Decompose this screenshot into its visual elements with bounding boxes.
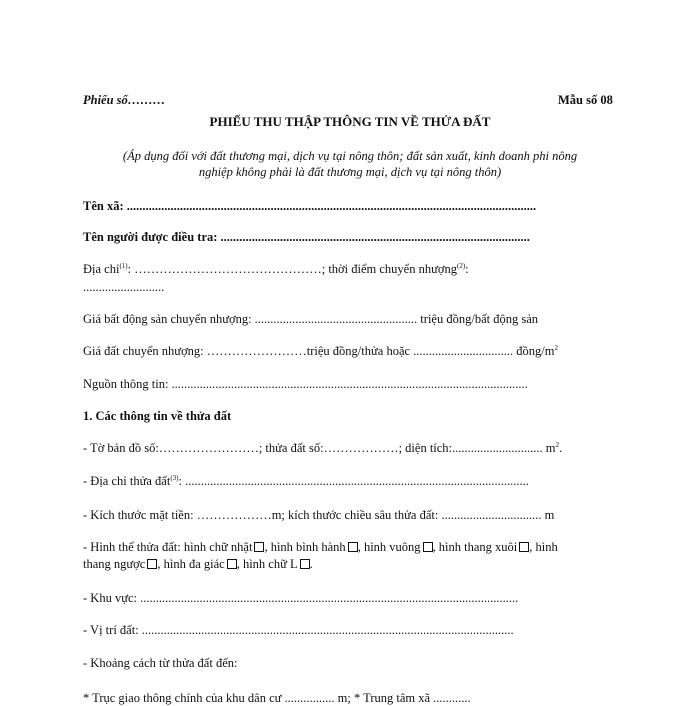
footnote-3: (3)	[170, 474, 179, 482]
footnote-1: (1)	[119, 262, 128, 270]
shape-line-2: thang ngược , hình đa giác , hình chữ L .	[83, 557, 313, 571]
parcel-address-label: - Địa chỉ thửa đất	[83, 474, 171, 488]
square-meter-sup: 2	[554, 344, 558, 352]
section-1-heading: 1. Các thông tin về thửa đất	[83, 409, 232, 423]
shape-inverted-trapezoid-label-end: thang ngược	[83, 557, 146, 571]
address-label: Địa chỉ	[83, 262, 120, 276]
dimensions-field: - Kích thước mặt tiền: ………………m; kích thước chiều sâu thửa đất: ................................ m	[83, 508, 555, 522]
land-price-field	[83, 343, 558, 359]
transfer-time-colon: :	[465, 262, 469, 276]
footnote-2: (2)	[456, 262, 466, 270]
location-field: - Vị trí đất: .......................................................................................................................	[83, 623, 514, 637]
property-price-field: Giá bất động sản chuyển nhượng: .................................................... triệu đồng/bất động sản	[83, 312, 538, 326]
respondent-field: Tên người được điều tra: ...................................................................................................	[83, 230, 530, 244]
shape-l-checkbox[interactable]	[300, 559, 310, 569]
map-sheet-text: - Tờ bản đồ số:……………………; thửa đất số:………………; diện tích:............................. m	[83, 441, 556, 455]
source-field: Nguồn thông tin: ..................................................................................................................	[83, 377, 528, 391]
address-continuation: ..........................	[83, 280, 165, 294]
shape-l-label: hình chữ L	[242, 557, 298, 571]
shape-parallelogram-checkbox[interactable]	[348, 542, 358, 552]
shape-inverted-trapezoid-label-start: hình	[535, 540, 558, 554]
shape-polygon-checkbox[interactable]	[227, 559, 237, 569]
shape-inverted-trapezoid-checkbox[interactable]	[147, 559, 157, 569]
subtitle-line-2: nghiệp không phải là đất thương mại, dịch vụ tại nông thôn)	[198, 165, 502, 179]
form-number-label: Phiếu số………	[83, 93, 166, 107]
shape-rectangle-label: hình chữ nhật	[183, 540, 253, 554]
address-field	[83, 261, 469, 277]
parcel-address-dots: : ..............................................................................................................	[178, 474, 529, 488]
distance-partial-line: * Trục giao thông chính của khu dân cư ................ m; * Trung tâm xã ............	[83, 691, 471, 705]
template-number: Mẫu số 08	[558, 93, 613, 107]
shape-parallelogram-label: hình bình hành	[270, 540, 346, 554]
commune-field: Tên xã: ...................................................................................................................................	[83, 199, 537, 213]
area-sup: 2	[555, 441, 560, 449]
shape-rectangle-checkbox[interactable]	[254, 542, 264, 552]
map-sheet-period: .	[559, 441, 563, 455]
shape-trapezoid-checkbox[interactable]	[519, 542, 529, 552]
map-sheet-field	[83, 440, 562, 456]
zone-field: - Khu vực: .........................................................................................................................	[83, 591, 519, 605]
shape-line-1: - Hình thể thửa đất: hình chữ nhật , hình bình hành , hình vuông , hình thang xuôi , hình	[83, 540, 558, 554]
land-price-text: Giá đất chuyển nhượng: ……………………triệu đồng/thửa hoặc ................................ đồng/m	[83, 344, 555, 358]
parcel-address-field	[83, 473, 529, 489]
shape-period: .	[309, 557, 313, 571]
shape-polygon-label: hình đa giác	[163, 557, 225, 571]
distance-heading: - Khoảng cách từ thửa đất đến:	[83, 656, 238, 670]
address-dots: : ………………………………………; thời điểm chuyển nhượng	[127, 262, 457, 276]
shape-trapezoid-label: hình thang xuôi	[438, 540, 518, 554]
subtitle-line-1: (Áp dụng đối với đất thương mại, dịch vụ tại nông thôn; đất sản xuất, kinh doanh phi nông	[122, 149, 578, 163]
shape-square-checkbox[interactable]	[423, 542, 433, 552]
shape-label: - Hình thể thửa đất:	[83, 540, 181, 554]
form-title: PHIẾU THU THẬP THÔNG TIN VỀ THỬA ĐẤT	[209, 114, 491, 129]
shape-square-label: hình vuông	[363, 540, 421, 554]
